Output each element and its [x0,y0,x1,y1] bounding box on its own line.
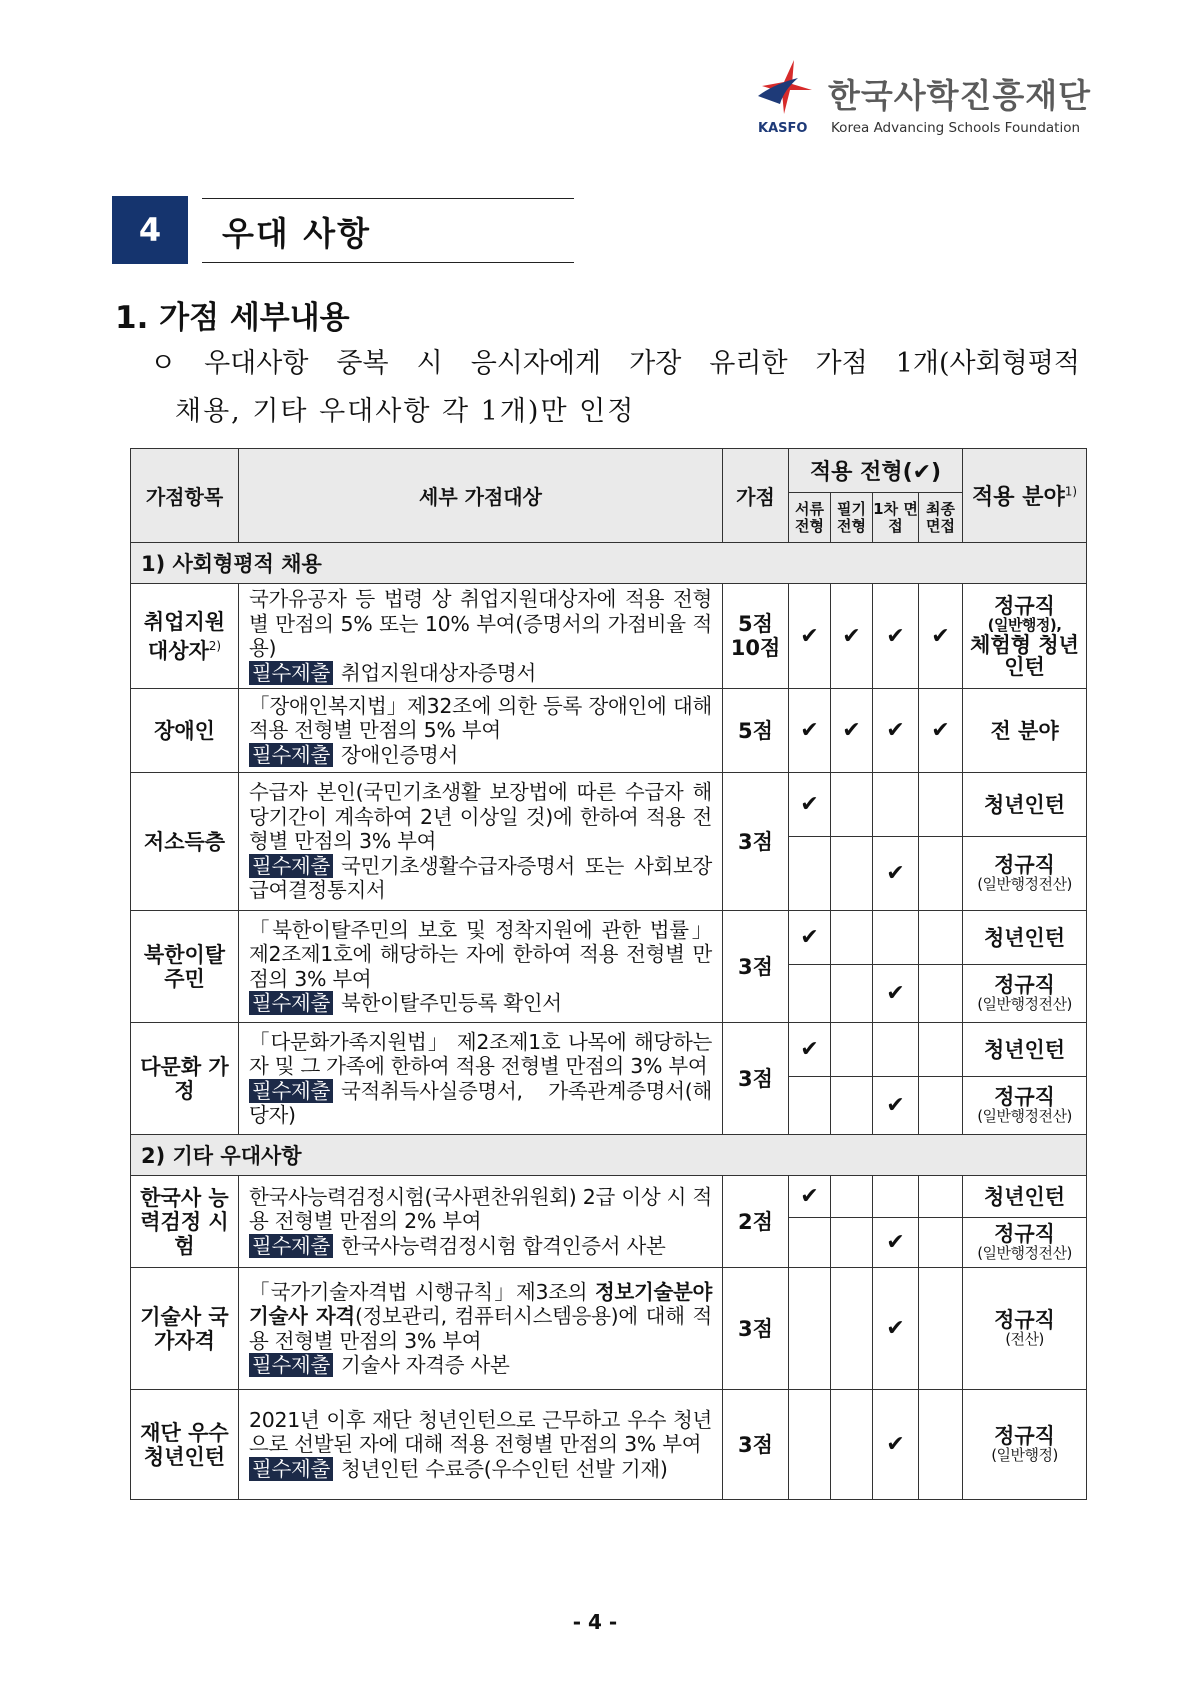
col-header-item: 가점항목 [131,449,239,543]
item-cell: 다문화 가정 [131,1023,239,1135]
detail-cell: 「장애인복지법」제32조에 의한 등록 장애인에 대해 적용 전형별 만점의 5% 부여 필수제출 장애인증명서 [239,689,723,773]
table-row [131,773,1087,837]
intro-line-2: 채용, 기타 우대사항 각 1개)만 인정 [175,396,636,427]
field-cell: 청년인턴 [963,773,1087,837]
check-icon: ✔ [789,584,831,689]
table-row [131,1390,1087,1500]
table-row [131,689,1087,773]
detail-cell: 「북한이탈주민의 보호 및 정착지원에 관한 법률」 제2조제1호에 해당하는 자에 한하여 적용 전형별 만점의 3% 부여 필수제출 북한이탈주민등록 확인서 [239,911,723,1023]
check-icon: ✔ [873,1390,919,1500]
required-tag: 필수제출 [249,1079,333,1103]
points-cell: 3점 [723,1023,789,1135]
table-row [131,584,1087,689]
table-row [131,911,1087,965]
field-cell: 정규직 (일반행정전산) [963,837,1087,911]
stage-header: 서류 전형 [789,493,831,543]
item-cell: 기술사 국가자격 [131,1268,239,1390]
detail-cell: 「다문화가족지원법」 제2조제1호 나목에 해당하는 자 및 그 가족에 한하여 적용 전형별 만점의 3% 부여 필수제출 국적취득사실증명서, 가족관계증명서(해당자) [239,1023,723,1135]
required-tag: 필수제출 [249,991,333,1015]
points-cell: 3점 [723,1268,789,1390]
check-icon: ✔ [873,689,919,773]
check-icon: ✔ [873,965,919,1023]
kasfo-logo [758,58,1092,138]
check-icon: ✔ [831,689,873,773]
col-header-field: 적용 분야$^{1)}$ [963,449,1087,543]
category-row: 1) 사회형평적 채용 [131,543,1087,584]
required-tag: 필수제출 [249,1234,333,1258]
detail-cell: 수급자 본인(국민기초생활 보장법에 따른 수급자 해당기간이 계속하여 2년 이상일 것)에 한하여 적용 전형별 만점의 3% 부여 필수제출 국민기초생활수급자증명서 또는 사회보장급여결정통지서 [239,773,723,911]
divider [202,262,574,263]
stage-header: 최종 면접 [919,493,963,543]
subheading: 1. 가점 세부내용 [115,300,350,336]
check-icon: ✔ [919,689,963,773]
item-cell: 저소득층 [131,773,239,911]
required-tag: 필수제출 [249,1457,333,1481]
category-row: 2) 기타 우대사항 [131,1135,1087,1176]
item-cell: 북한이탈 주민 [131,911,239,1023]
check-icon: ✔ [919,584,963,689]
required-tag: 필수제출 [249,743,333,767]
stage-header: 필기 전형 [831,493,873,543]
field-cell: 정규직 (일반행정), 체험형 청년인턴 [963,584,1087,689]
item-cell: 취업지원 대상자$^{2)}$ [131,584,239,689]
field-cell: 청년인턴 [963,1176,1087,1218]
table-row [131,1023,1087,1077]
bonus-points-table [130,448,1087,1500]
page-number: - 4 - [572,1610,618,1634]
check-icon: ✔ [873,1218,919,1268]
check-icon: ✔ [789,1176,831,1218]
col-header-detail: 세부 가점대상 [239,449,723,543]
table-row [131,1268,1087,1390]
section-title: 우대 사항 [222,214,372,253]
check-icon: ✔ [789,689,831,773]
check-icon: ✔ [873,1077,919,1135]
check-icon: ✔ [873,837,919,911]
star-logo-icon [754,56,816,118]
check-icon: ✔ [873,1268,919,1390]
item-cell: 재단 우수 청년인턴 [131,1390,239,1500]
required-tag: 필수제출 [249,661,333,685]
col-header-points: 가점 [723,449,789,543]
table-row [131,1176,1087,1218]
section-number: 4 [112,196,188,264]
detail-cell: 「국가기술자격법 시행규칙」제3조의 정보기술분야 기술사 자격(정보관리, 컴퓨터시스템응용)에 대해 적용 전형별 만점의 3% 부여 필수제출 기술사 자격증 사본 [239,1268,723,1390]
detail-cell: 2021년 이후 재단 청년인턴으로 근무하고 우수 청년으로 선발된 자에 대해 적용 전형별 만점의 3% 부여 필수제출 청년인턴 수료증(우수인턴 선발 기재) [239,1390,723,1500]
detail-cell: 한국사능력검정시험(국사편찬위원회) 2급 이상 시 적용 전형별 만점의 2% 부여 필수제출 한국사능력검정시험 합격인증서 사본 [239,1176,723,1268]
points-cell: 2점 [723,1176,789,1268]
check-icon: ✔ [873,584,919,689]
required-tag: 필수제출 [249,854,333,878]
field-cell: 청년인턴 [963,911,1087,965]
points-cell: 3점 [723,1390,789,1500]
intro-line-1: ㅇ 우대사항 중복 시 응시자에게 가장 유리한 가점 1개(사회형평적 [150,348,1080,379]
field-cell: 정규직 (일반행정전산) [963,1218,1087,1268]
field-cell: 정규직 (일반행정) [963,1390,1087,1500]
intro-paragraph [150,340,1080,436]
item-cell: 장애인 [131,689,239,773]
divider [202,198,574,199]
org-abbr: KASFO [758,121,808,136]
field-cell: 청년인턴 [963,1023,1087,1077]
stage-header: 1차 면접 [873,493,919,543]
check-icon: ✔ [789,911,831,965]
item-cell: 한국사 능력검정 시험 [131,1176,239,1268]
org-name-en: Korea Advancing Schools Foundation [831,120,1081,136]
required-tag: 필수제출 [249,1353,333,1377]
col-header-stages: 적용 전형(✔) [789,449,963,493]
points-cell: 5점 [723,689,789,773]
detail-cell: 국가유공자 등 법령 상 취업지원대상자에 적용 전형별 만점의 5% 또는 10% 부여(증명서의 가점비율 적용) 필수제출 취업지원대상자증명서 [239,584,723,689]
check-icon: ✔ [831,584,873,689]
field-cell: 정규직 (일반행정전산) [963,965,1087,1023]
check-icon: ✔ [789,773,831,837]
field-cell: 전 분야 [963,689,1087,773]
points-cell: 3점 [723,773,789,911]
points-cell: 5점 10점 [723,584,789,689]
org-name: 한국사학진흥재단 [828,76,1092,115]
field-cell: 정규직 (전산) [963,1268,1087,1390]
field-cell: 정규직 (일반행정전산) [963,1077,1087,1135]
points-cell: 3점 [723,911,789,1023]
check-icon: ✔ [789,1023,831,1077]
